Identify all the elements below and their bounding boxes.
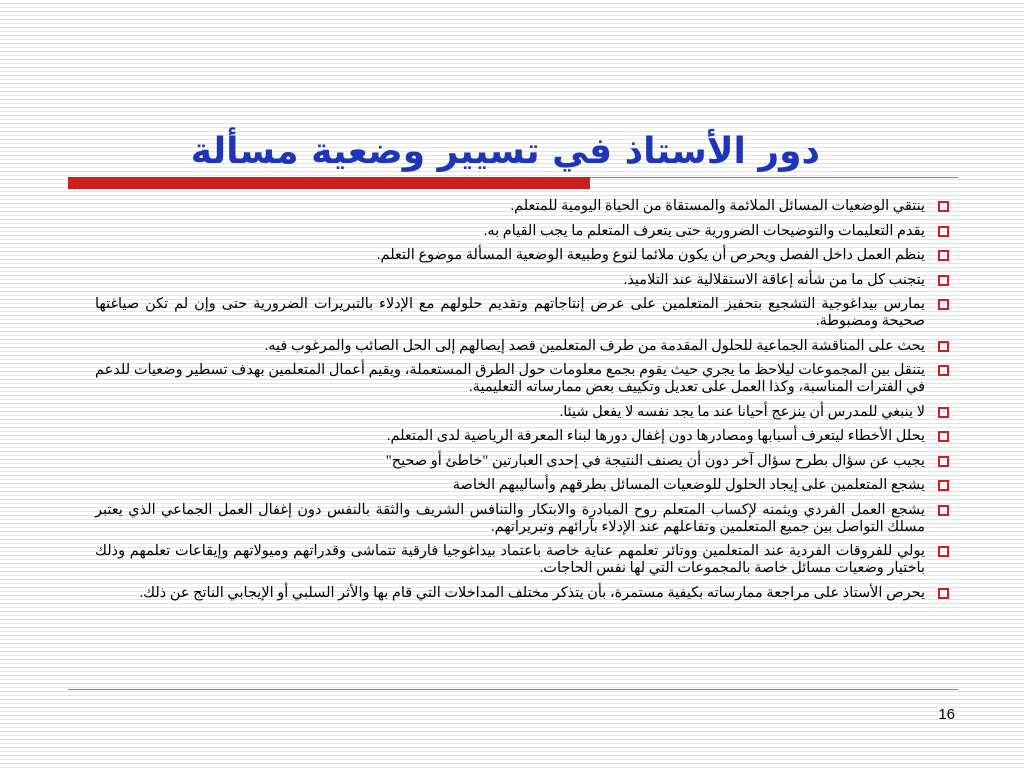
bullet-item	[95, 223, 952, 240]
bullet-text: يشجع المتعلمين على إيجاد الحلول للوضعيات المسائل بطرقهم وأساليبهم الخاصة	[452, 477, 925, 493]
bullet-item	[95, 198, 952, 215]
bullet-item	[95, 362, 952, 396]
bullet-text: ينظم العمل داخل الفصل ويحرص أن يكون ملائما لنوع وطبيعة الوضعية المسألة موضوع التعلم.	[376, 247, 925, 263]
bullet-item	[95, 477, 952, 494]
hollow-square-bullet-icon	[938, 431, 949, 442]
title-underline	[68, 177, 958, 189]
bullet-text: يحلل الأخطاء ليتعرف أسبابها ومصادرها دون إغفال دورها لبناء المعرفة الرياضية لدى المتعلم.	[386, 428, 925, 444]
bullet-text: يقدم التعليمات والتوضيحات الضرورية حتى يتعرف المتعلم ما يجب القيام به.	[483, 222, 925, 239]
bullet-item	[95, 453, 952, 470]
hollow-square-bullet-icon	[938, 226, 949, 237]
title-rule-line	[590, 177, 958, 178]
footer-divider	[68, 689, 958, 690]
bullet-item	[95, 404, 952, 421]
bullet-item	[95, 338, 952, 355]
hollow-square-bullet-icon	[938, 546, 949, 557]
hollow-square-bullet-icon	[938, 341, 949, 352]
bullet-text: يحث على المناقشة الجماعية للحلول المقدمة من طرف المتعلمين قصد إيصالهم إلى الحل الصائب والمرغوب فيه.	[264, 337, 925, 354]
bullet-text: يولي للفروقات الفردية عند المتعلمين ووتائر تعلمهم عناية خاصة باعتماد بيداغوجيا فارقية تتماشى وقدراتهم وميولاتهم وإيقاعات تعلمهم وذلك باختيار وضعيات مسائل خاصة بالمجموعات التي لها نفس الحاجات.	[95, 543, 925, 576]
bullet-item	[95, 585, 952, 602]
bullet-text: يتنقل بين المجموعات ليلاحظ ما يجري حيث يقوم بجمع معلومات حول الطرق المستعملة، ويقيم أعمال المتعلمين بهدف تسطير وضعيات للدعم في الفترات المناسبة، وكذا العمل على تعديل وتكييف بعض ممارساته التعليمية.	[95, 362, 925, 395]
bullet-text: يشجع العمل الفردي ويثمنه لإكساب المتعلم روح المبادرة والابتكار والتنافس الشريف والثقة بالنفس دون إغفال العمل الجماعي الذي يعتبر مسلك التواصل بين جميع المتعلمين وتفاعلهم عند الإدلاء بآرائهم وتبريراتهم.	[95, 501, 925, 535]
bullet-item	[95, 272, 952, 289]
hollow-square-bullet-icon	[938, 250, 949, 261]
bullet-text: يجيب عن سؤال بطرح سؤال آخر دون أن يصنف النتيجة في إحدى العبارتين "خاطئ أو صحيح"	[385, 452, 925, 469]
bullet-item	[95, 247, 952, 264]
hollow-square-bullet-icon	[938, 201, 949, 212]
title-accent-bar	[68, 177, 590, 189]
bullet-item	[95, 543, 952, 577]
bullet-item	[95, 296, 952, 330]
hollow-square-bullet-icon	[938, 407, 949, 418]
bullet-list	[95, 198, 952, 609]
bullet-text: ينتقي الوضعيات المسائل الملائمة والمستقاة من الحياة اليومية للمتعلم.	[510, 198, 925, 214]
hollow-square-bullet-icon	[938, 480, 949, 491]
bullet-item	[95, 502, 952, 536]
bullet-text: يمارس بيداغوجية التشجيع بتحفيز المتعلمين على عرض إنتاجاتهم وتقديم حلولهم مع الإدلاء بالتبريرات الضرورية حتى وإن لم تكن صياغتها صحيحة ومضبوطة.	[95, 296, 925, 329]
bullet-text: يحرص الأستاذ على مراجعة ممارساته بكيفية مستمرة، بأن يتذكر مختلف المداخلات التي قام بها والأثر السلبي أو الإيجابي الناتج عن ذلك.	[139, 584, 925, 601]
slide-number: 16	[938, 706, 955, 723]
bullet-item	[95, 428, 952, 445]
hollow-square-bullet-icon	[938, 456, 949, 467]
bullet-text: لا ينبغي للمدرس أن ينزعج أحيانا عند ما يجد نفسه لا يفعل شيئا.	[559, 403, 925, 420]
bullet-text: يتجنب كل ما من شأنه إعاقة الاستقلالية عند التلاميذ.	[623, 271, 925, 288]
hollow-square-bullet-icon	[938, 588, 949, 599]
hollow-square-bullet-icon	[938, 299, 949, 310]
hollow-square-bullet-icon	[938, 505, 949, 516]
slide-title: دور الأستاذ في تسيير وضعية مسألة	[190, 131, 820, 173]
hollow-square-bullet-icon	[938, 365, 949, 376]
hollow-square-bullet-icon	[938, 275, 949, 286]
